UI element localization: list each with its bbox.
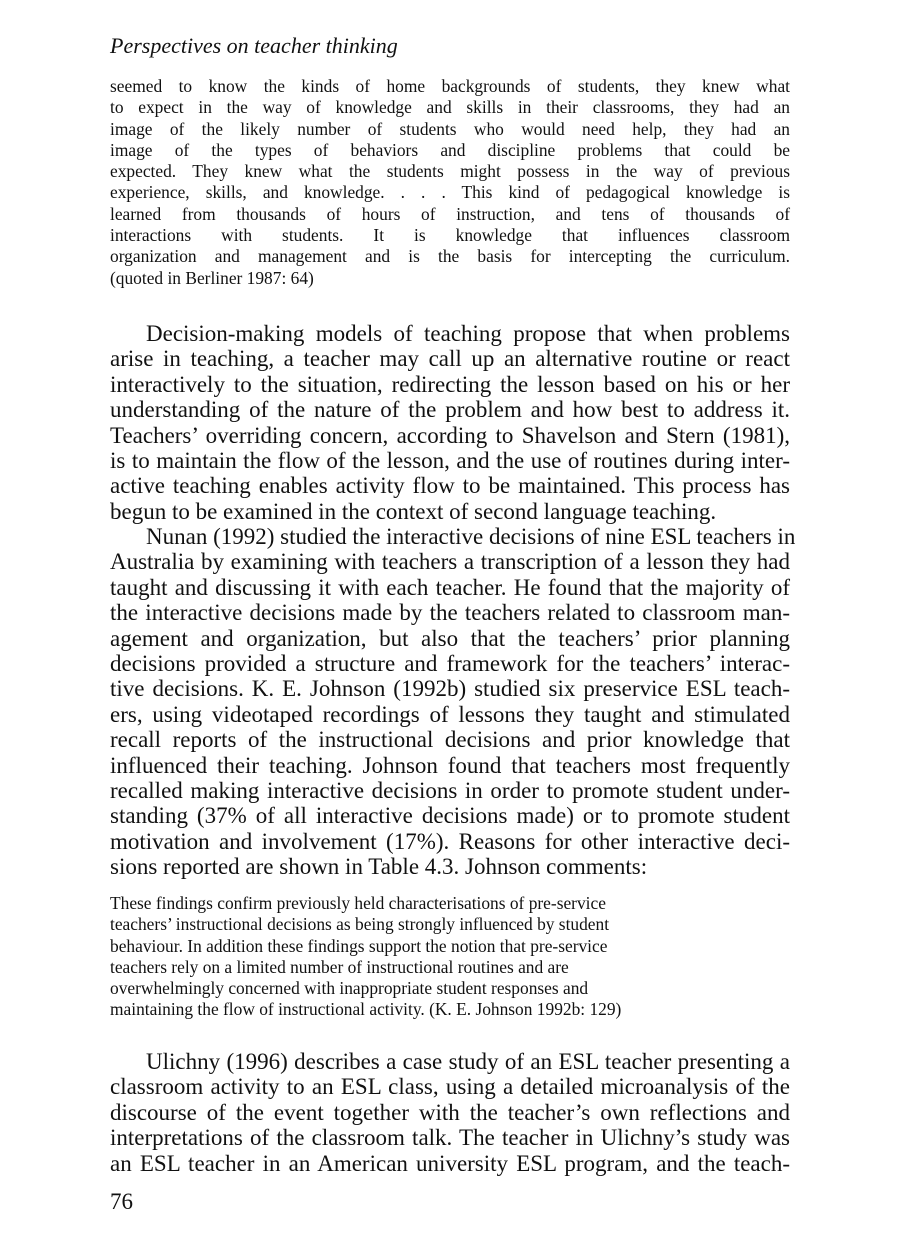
quote-citation: maintaining the flow of instructional activity. (K. E. Johnson 1992b: 129) (110, 999, 622, 1020)
paragraph-line: sions reported are shown in Table 4.3. Johnson comments: (110, 854, 648, 880)
running-head: Perspectives on teacher thinking (110, 33, 398, 58)
paragraph-line: understanding of the nature of the problem and how best to address it. (110, 397, 790, 423)
paragraph-line: begun to be examined in the context of second language teaching. (110, 498, 717, 524)
paragraph-line: classroom activity to an ESL class, using a detailed microanalysis of the (110, 1074, 790, 1100)
paragraph-line: an ESL teacher in an American university ESL program, and the teach- (110, 1150, 790, 1176)
quote-line: organization and management and is the basis for intercepting the curriculum. (110, 246, 790, 267)
paragraph-line: interpretations of the classroom talk. The teacher in Ulichny’s study was (110, 1125, 790, 1151)
quote-line: behaviour. In addition these findings support the notion that pre-service (110, 935, 608, 956)
quote-line: learned from thousands of hours of instruction, and tens of thousands of (110, 203, 790, 224)
quote-line: overwhelmingly concerned with inappropriate student responses and (110, 978, 589, 999)
paragraph-line: the interactive decisions made by the teachers related to classroom man- (110, 600, 790, 626)
quote-line: expected. They knew what the students might possess in the way of previous (110, 161, 790, 182)
paragraph-line: Teachers’ overriding concern, according to Shavelson and Stern (1981), (110, 422, 790, 448)
paragraph-line: Nunan (1992) studied the interactive decisions of nine ESL teachers in (146, 524, 796, 549)
paragraph-line: arise in teaching, a teacher may call up an alternative routine or react (110, 346, 790, 372)
paragraph-line: ers, using videotaped recordings of lessons they taught and stimulated (110, 701, 790, 727)
paragraph-line: discourse of the event together with the teacher’s own reflections and (110, 1099, 790, 1125)
paragraph-line: decisions provided a structure and framework for the teachers’ interac- (110, 651, 790, 677)
quote-line: seemed to know the kinds of home backgrounds of students, they knew what (110, 76, 790, 96)
quote-citation: (quoted in Berliner 1987: 64) (110, 267, 314, 288)
block-quote-johnson (110, 893, 790, 1021)
paragraph-line: Ulichny (1996) describes a case study of an ESL teacher presenting a (146, 1049, 790, 1074)
paragraph-line: interactively to the situation, redirecting the lesson based on his or her (110, 371, 790, 397)
paragraph-line: Australia by examining with teachers a transcription of a lesson they had (110, 549, 790, 575)
paragraph-line: standing (37% of all interactive decisions made) or to promote student (110, 803, 790, 829)
paragraph-line: agement and organization, but also that the teachers’ prior planning (110, 625, 790, 651)
paragraph-line: recall reports of the instructional decisions and prior knowledge that (110, 727, 790, 753)
quote-line: experience, skills, and knowledge. . . . This kind of pedagogical knowledge is (110, 182, 790, 203)
paragraph-line: taught and discussing it with each teacher. He found that the majority of (110, 574, 790, 600)
paragraph-line: influenced their teaching. Johnson found that teachers most frequently (110, 752, 790, 778)
quote-line: image of the types of behaviors and discipline problems that could be (110, 139, 790, 160)
paragraph-decision-making (110, 321, 790, 524)
paragraph-line: recalled making interactive decisions in order to promote student under- (110, 778, 790, 804)
page-number: 76 (110, 1189, 133, 1214)
paragraph-ulichny (110, 1049, 790, 1176)
paragraph-line: motivation and involvement (17%). Reasons for other interactive deci- (110, 828, 790, 854)
paragraph-line: tive decisions. K. E. Johnson (1992b) studied six preservice ESL teach- (110, 676, 790, 702)
quote-line: image of the likely number of students who would need help, they had an (110, 118, 790, 139)
block-quote-berliner (110, 76, 790, 289)
paragraph-line: active teaching enables activity flow to be maintained. This process has (110, 473, 790, 499)
quote-line: teachers’ instructional decisions as being strongly influenced by student (110, 914, 610, 935)
quote-line: interactions with students. It is knowledge that influences classroom (110, 225, 790, 246)
quote-line: to expect in the way of knowledge and skills in their classrooms, they had an (110, 97, 790, 118)
paragraph-line: Decision-making models of teaching propose that when problems (146, 321, 790, 346)
paragraph-nunan-johnson (110, 524, 796, 880)
paragraph-line: is to maintain the flow of the lesson, and the use of routines during inter- (110, 448, 790, 474)
quote-line: These findings confirm previously held characterisations of pre-service (110, 893, 606, 913)
quote-line: teachers rely on a limited number of instructional routines and are (110, 956, 569, 977)
